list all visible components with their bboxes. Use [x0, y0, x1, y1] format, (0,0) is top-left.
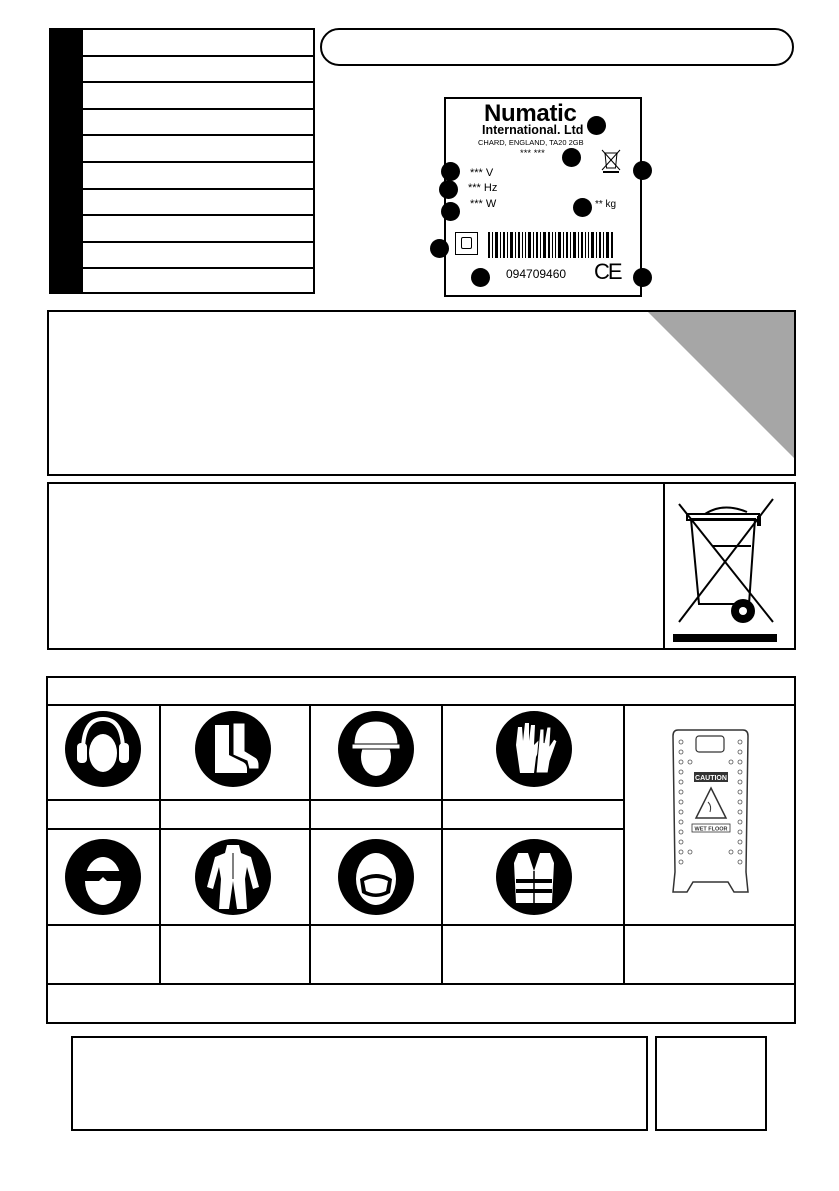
text-panel [47, 482, 664, 650]
barcode-icon [488, 232, 614, 258]
callout-marker [573, 198, 592, 217]
table-row [83, 243, 313, 270]
dust-mask-icon [338, 839, 414, 915]
weight-value: ** kg [595, 199, 617, 210]
wet-floor-bottom-text: WET FLOOR [694, 826, 728, 833]
hi-vis-vest-icon [496, 839, 572, 915]
table-row [83, 269, 313, 296]
callout-marker [471, 268, 490, 287]
disposal-symbol-box [663, 482, 796, 650]
power-value: *** W [470, 198, 497, 210]
table-row [83, 163, 313, 190]
company-name: International. Ltd [482, 123, 584, 137]
crossed-out-wheelie-bin-icon [665, 484, 794, 648]
title-banner [320, 28, 794, 66]
section-tab [49, 28, 83, 294]
table-row [83, 110, 313, 137]
eye-protection-icon [65, 839, 141, 915]
table-row [83, 57, 313, 84]
protective-gloves-icon [496, 711, 572, 787]
company-address: CHARD, ENGLAND, TA20 2GB [478, 138, 584, 147]
callout-marker [430, 239, 449, 258]
wet-floor-caution-text: CAUTION [695, 775, 727, 782]
callout-marker [441, 202, 460, 221]
table-divider [441, 704, 443, 983]
table-divider [48, 828, 625, 830]
table-divider [623, 704, 625, 983]
rating-label [444, 97, 642, 297]
serial-number: 094709460 [506, 267, 567, 281]
text-panel [71, 1036, 648, 1131]
callout-marker [587, 116, 606, 135]
ear-protection-icon [65, 711, 141, 787]
table-divider [309, 704, 311, 983]
text-panel [47, 310, 796, 476]
table-row [83, 30, 313, 57]
protective-suit-icon [195, 839, 271, 915]
frequency-value: *** Hz [468, 182, 498, 194]
table-divider [48, 983, 794, 985]
weee-bin-icon [600, 148, 622, 174]
callout-marker [633, 268, 652, 287]
hard-hat-icon [338, 711, 414, 787]
table-row [83, 83, 313, 110]
ce-mark-icon: CE [594, 259, 621, 284]
safety-boots-icon [195, 711, 271, 787]
table-row [83, 216, 313, 243]
table-divider [48, 799, 625, 801]
callout-marker [439, 180, 458, 199]
model-code: *** *** [520, 148, 545, 159]
parts-table [83, 28, 315, 294]
callout-marker [441, 162, 460, 181]
ppe-table [46, 676, 796, 1024]
callout-marker [633, 161, 652, 180]
voltage-value: *** V [470, 167, 494, 179]
table-divider [159, 704, 161, 983]
code-box [655, 1036, 767, 1131]
double-insulation-icon [455, 232, 478, 255]
callout-marker [562, 148, 581, 167]
brand-name: Numatic [484, 100, 577, 127]
table-row [83, 136, 313, 163]
corner-fold-icon [648, 312, 794, 458]
wet-floor-sign-icon [668, 722, 753, 912]
table-row [83, 190, 313, 217]
double-insulation-inner [461, 237, 472, 249]
